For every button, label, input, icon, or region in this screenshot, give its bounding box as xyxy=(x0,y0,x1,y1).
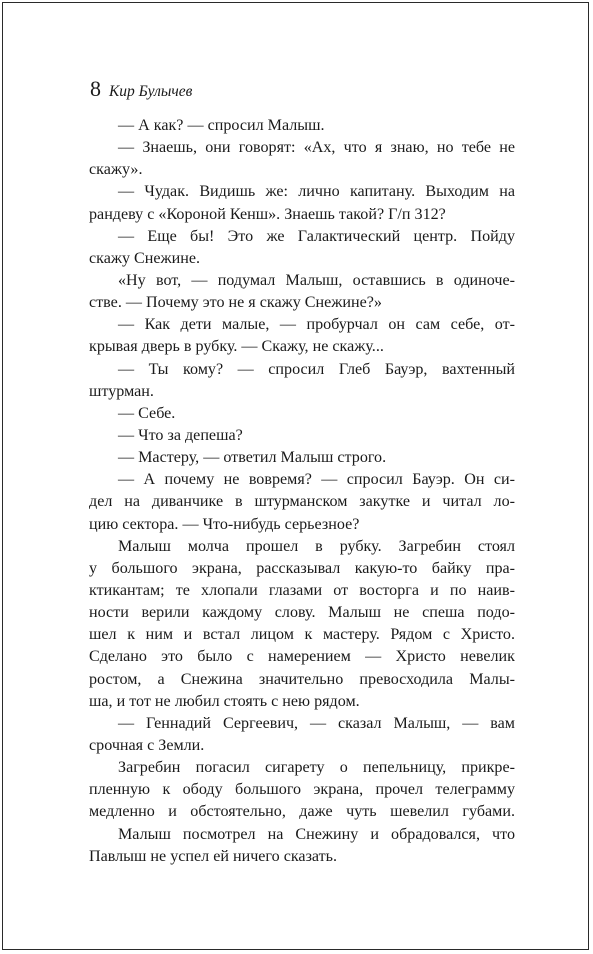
text-line: крывая дверь в рубку. — Скажу, не скажу... xyxy=(89,338,384,356)
text-line: «Ну вот, — подумал Малыш, оставшись в одиноче- xyxy=(118,271,515,289)
text-line: Малыш посмотрел на Снежину и обрадовался, что xyxy=(118,825,515,843)
text-line: скажу Снежине. xyxy=(89,249,201,267)
text-line: штурман. xyxy=(89,382,154,400)
text-line: — Знаешь, они говорят: «Ах, что я знаю, но тебе не xyxy=(118,139,515,157)
text-line: Павлыш не успел ей ничего сказать. xyxy=(89,847,338,865)
text-line: ности верили каждому слову. Малыш не спеша подо- xyxy=(89,604,515,622)
text-line: — Себе. xyxy=(118,404,176,422)
text-line: ша, и тот не любил стоять с нею рядом. xyxy=(89,692,360,710)
text-line: медленно и обстоятельно, даже чуть шевелил губами. xyxy=(89,803,515,821)
text-line: скажу». xyxy=(89,161,143,179)
text-line: шел к ним и встал лицом к мастеру. Рядом с Христо. xyxy=(89,626,515,644)
text-line: стве. — Почему это не я скажу Снежине?» xyxy=(89,294,382,312)
author-name: Кир Булычев xyxy=(109,83,193,100)
page-number: 8 xyxy=(90,76,101,101)
text-line: рандеву с «Короной Кенш». Знаешь такой? Г/п 312? xyxy=(89,205,446,223)
text-body xyxy=(89,115,515,868)
text-line: — Что за депеша? xyxy=(118,426,243,444)
text-line: — А как? — спросил Малыш. xyxy=(118,117,325,134)
text-line: — Ты кому? — спросил Глеб Бауэр, вахтенный xyxy=(118,360,515,378)
text-line: пленную к ободу большого экрана, прочел телеграмму xyxy=(89,781,515,799)
text-line: — Чудак. Видишь же: лично капитану. Выходим на xyxy=(118,183,515,201)
running-header xyxy=(90,76,192,102)
text-line: ктикантам; те хлопали глазами от восторга и по наив- xyxy=(89,581,515,599)
text-line: Загребин погасил сигарету о пепельницу, прикре- xyxy=(118,759,515,777)
text-line: Сделано это было с намерением — Христо невелик xyxy=(89,648,515,666)
text-line: — Мастеру, — ответил Малыш строго. xyxy=(118,449,387,467)
text-line: — Геннадий Сергеевич, — сказал Малыш, — вам xyxy=(118,714,515,732)
text-line: — А почему не вовремя? — спросил Бауэр. Он си- xyxy=(118,471,515,489)
text-line: — Как дети малые, — пробурчал он сам себе, от- xyxy=(118,316,515,334)
text-line: у большого экрана, рассказывал какую-то байку пра- xyxy=(89,559,515,577)
text-line: ростом, а Снежина значительно превосходила Малы- xyxy=(89,670,515,688)
text-line: срочная с Земли. xyxy=(89,736,205,754)
text-line: — Еще бы! Это же Галактический центр. Пойду xyxy=(118,227,515,245)
text-line: дел на диванчике в штурманском закутке и читал ло- xyxy=(89,493,515,511)
text-line: Малыш молча прошел в рубку. Загребин стоял xyxy=(118,537,515,555)
text-line: цию сектора. — Что-нибудь серьезное? xyxy=(89,515,360,533)
